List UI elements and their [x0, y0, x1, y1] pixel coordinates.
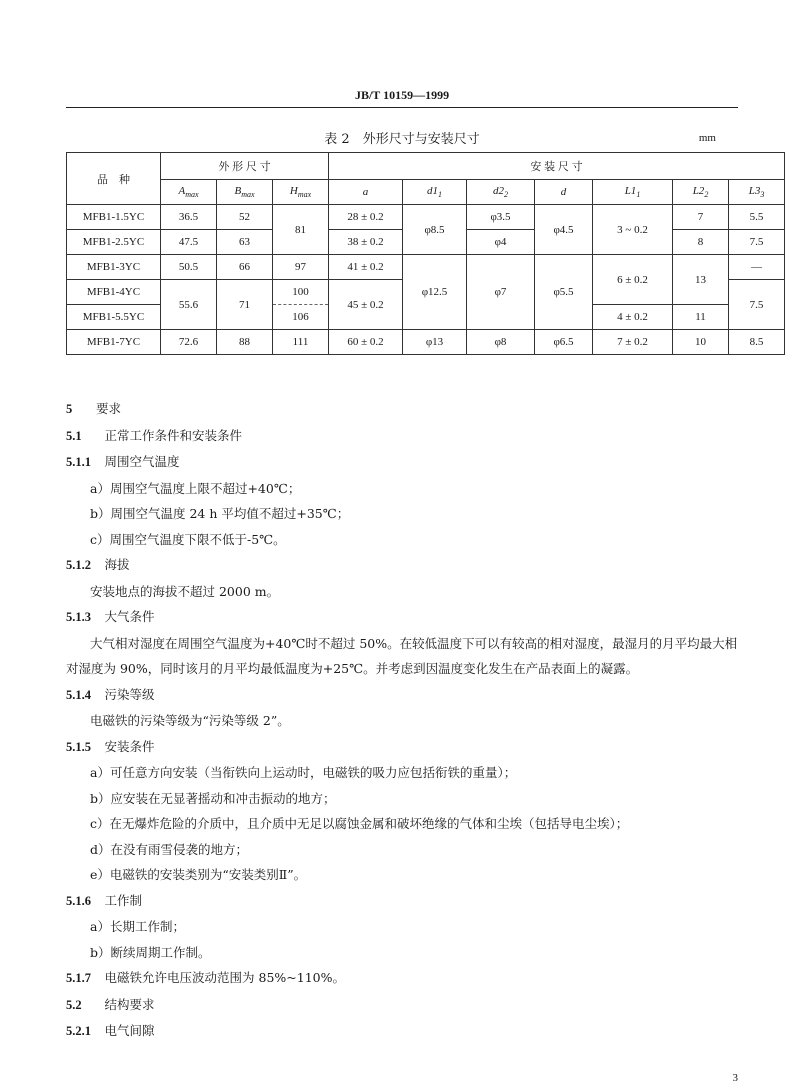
table-row: [67, 205, 785, 230]
section-heading: 5.2 结构要求: [66, 996, 155, 1012]
col-d1: $d1_1$: [403, 180, 467, 205]
cell-L2: 7: [673, 205, 729, 230]
cell-L1: 3 ~ 0.2: [593, 205, 673, 255]
cell-H: 97: [273, 255, 329, 280]
cell-A: 50.5: [161, 255, 217, 280]
header-variety: 品 种: [67, 153, 161, 205]
cell-B: 52: [217, 205, 273, 230]
header-install-dims: 安 装 尺 寸: [329, 153, 785, 180]
cell-L2: 8: [673, 230, 729, 255]
cell-a: 28 ± 0.2: [329, 205, 403, 230]
cell-d1: φ8.5: [403, 205, 467, 255]
col-L3: $L3_3$: [729, 180, 785, 205]
cell-L1: 7 ± 0.2: [593, 330, 673, 355]
list-item: c）在无爆炸危险的介质中，且介质中无足以腐蚀金属和破坏绝缘的气体和尘埃（包括导电尘埃）；: [90, 816, 629, 831]
cell-H: 100: [273, 280, 329, 305]
cell-H: 81: [273, 205, 329, 255]
header-rule: [66, 107, 738, 108]
section-heading: 5.1.2 海拔: [66, 557, 130, 572]
dimension-table: [66, 152, 785, 355]
cell-a: 60 ± 0.2: [329, 330, 403, 355]
cell-name: MFB1-2.5YC: [67, 230, 161, 255]
section-heading: 5.1.1 周围空气温度: [66, 454, 180, 469]
cell-L2: 10: [673, 330, 729, 355]
cell-L3: 5.5: [729, 205, 785, 230]
page-number: 3: [732, 1072, 738, 1084]
list-item: b）周围空气温度 24 h 平均值不超过+35℃；: [90, 506, 350, 521]
header-outline-dims: 外 形 尺 寸: [161, 153, 329, 180]
list-item: b）断续周期工作制。: [90, 944, 211, 960]
cell-a: 45 ± 0.2: [329, 280, 403, 330]
col-a: a: [329, 180, 403, 205]
cell-L3: 7.5: [729, 280, 785, 330]
cell-name: MFB1-5.5YC: [67, 305, 161, 330]
section-heading: 5 要求: [66, 401, 121, 416]
col-B: $B_{max}$: [217, 180, 273, 205]
cell-d2: φ8: [467, 330, 535, 355]
list-item: a）长期工作制；: [90, 919, 185, 934]
col-L2: $L2_2$: [673, 180, 729, 205]
cell-L3: 8.5: [729, 330, 785, 355]
cell-L2: 13: [673, 255, 729, 305]
col-H: $H_{max}$: [273, 180, 329, 205]
cell-name: MFB1-4YC: [67, 280, 161, 305]
paragraph: 安装地点的海拔不超过 2000 m。: [90, 583, 280, 599]
section-heading: 5.2.1 电气间隙: [66, 1023, 155, 1038]
table-unit: mm: [698, 132, 716, 144]
cell-d: φ6.5: [535, 330, 593, 355]
col-d2: $d2_2$: [467, 180, 535, 205]
table-row: [67, 330, 785, 355]
cell-d1: φ12.5: [403, 255, 467, 330]
standard-header: JB/T 10159—1999: [354, 88, 450, 102]
cell-L3: 7.5: [729, 230, 785, 255]
cell-a: 38 ± 0.2: [329, 230, 403, 255]
list-item: a）可任意方向安装（当衔铁向上运动时，电磁铁的吸力应包括衔铁的重量）；: [90, 765, 517, 780]
cell-name: MFB1-7YC: [67, 330, 161, 355]
section-heading: 5.1.3 大气条件: [66, 609, 155, 624]
cell-B: 66: [217, 255, 273, 280]
list-item: b）应安装在无显著摇动和冲击振动的地方；: [90, 790, 336, 806]
col-A: $A_{max}$: [161, 180, 217, 205]
cell-L1: 4 ± 0.2: [593, 305, 673, 330]
cell-a: 41 ± 0.2: [329, 255, 403, 280]
requirements-body: [66, 396, 738, 1045]
cell-A: 72.6: [161, 330, 217, 355]
table-caption: 表 2 外形尺寸与安装尺寸: [324, 132, 480, 147]
col-d: d: [535, 180, 593, 205]
cell-H: 111: [273, 330, 329, 355]
cell-L2: 11: [673, 305, 729, 330]
col-L1: $L1_1$: [593, 180, 673, 205]
cell-B: 88: [217, 330, 273, 355]
cell-name: MFB1-3YC: [67, 255, 161, 280]
cell-L1: 6 ± 0.2: [593, 255, 673, 305]
section-heading: 5.1 正常工作条件和安装条件: [66, 427, 243, 443]
table-row: [67, 255, 785, 280]
paragraph: 大气相对湿度在周围空气温度为+40℃时不超过 50%。在较低温度下可以有较高的相对湿度，最湿月的月平均最大相对湿度为 90%，同时该月的月平均最低温度为+25℃。并考虑到因温度变化发生在产品表面上的凝露。: [66, 635, 738, 676]
cell-A: 36.5: [161, 205, 217, 230]
cell-d1: φ13: [403, 330, 467, 355]
cell-d: φ4.5: [535, 205, 593, 255]
list-item: d）在没有雨雪侵袭的地方；: [90, 841, 249, 857]
cell-H: 106: [273, 305, 329, 330]
list-item: c）周围空气温度下限不低于-5℃。: [90, 531, 286, 547]
cell-name: MFB1-1.5YC: [67, 205, 161, 230]
section-paragraph: 5.1.7 电磁铁允许电压波动范围为 85%~110%。: [66, 970, 345, 985]
cell-L3: —: [729, 255, 785, 280]
cell-d2: φ3.5: [467, 205, 535, 230]
cell-B: 71: [217, 280, 273, 330]
cell-d2: φ4: [467, 230, 535, 255]
paragraph: 电磁铁的污染等级为“污染等级 2”。: [90, 713, 290, 728]
section-heading: 5.1.4 污染等级: [66, 686, 155, 702]
cell-B: 63: [217, 230, 273, 255]
list-item: e）电磁铁的安装类别为“安装类别Ⅱ”。: [90, 867, 307, 882]
cell-A: 55.6: [161, 280, 217, 330]
section-heading: 5.1.5 安装条件: [66, 738, 155, 754]
list-item: a）周围空气温度上限不超过+40℃；: [90, 480, 301, 496]
cell-d: φ5.5: [535, 255, 593, 330]
cell-A: 47.5: [161, 230, 217, 255]
section-heading: 5.1.6 工作制: [66, 892, 143, 908]
cell-d2: φ7: [467, 255, 535, 330]
